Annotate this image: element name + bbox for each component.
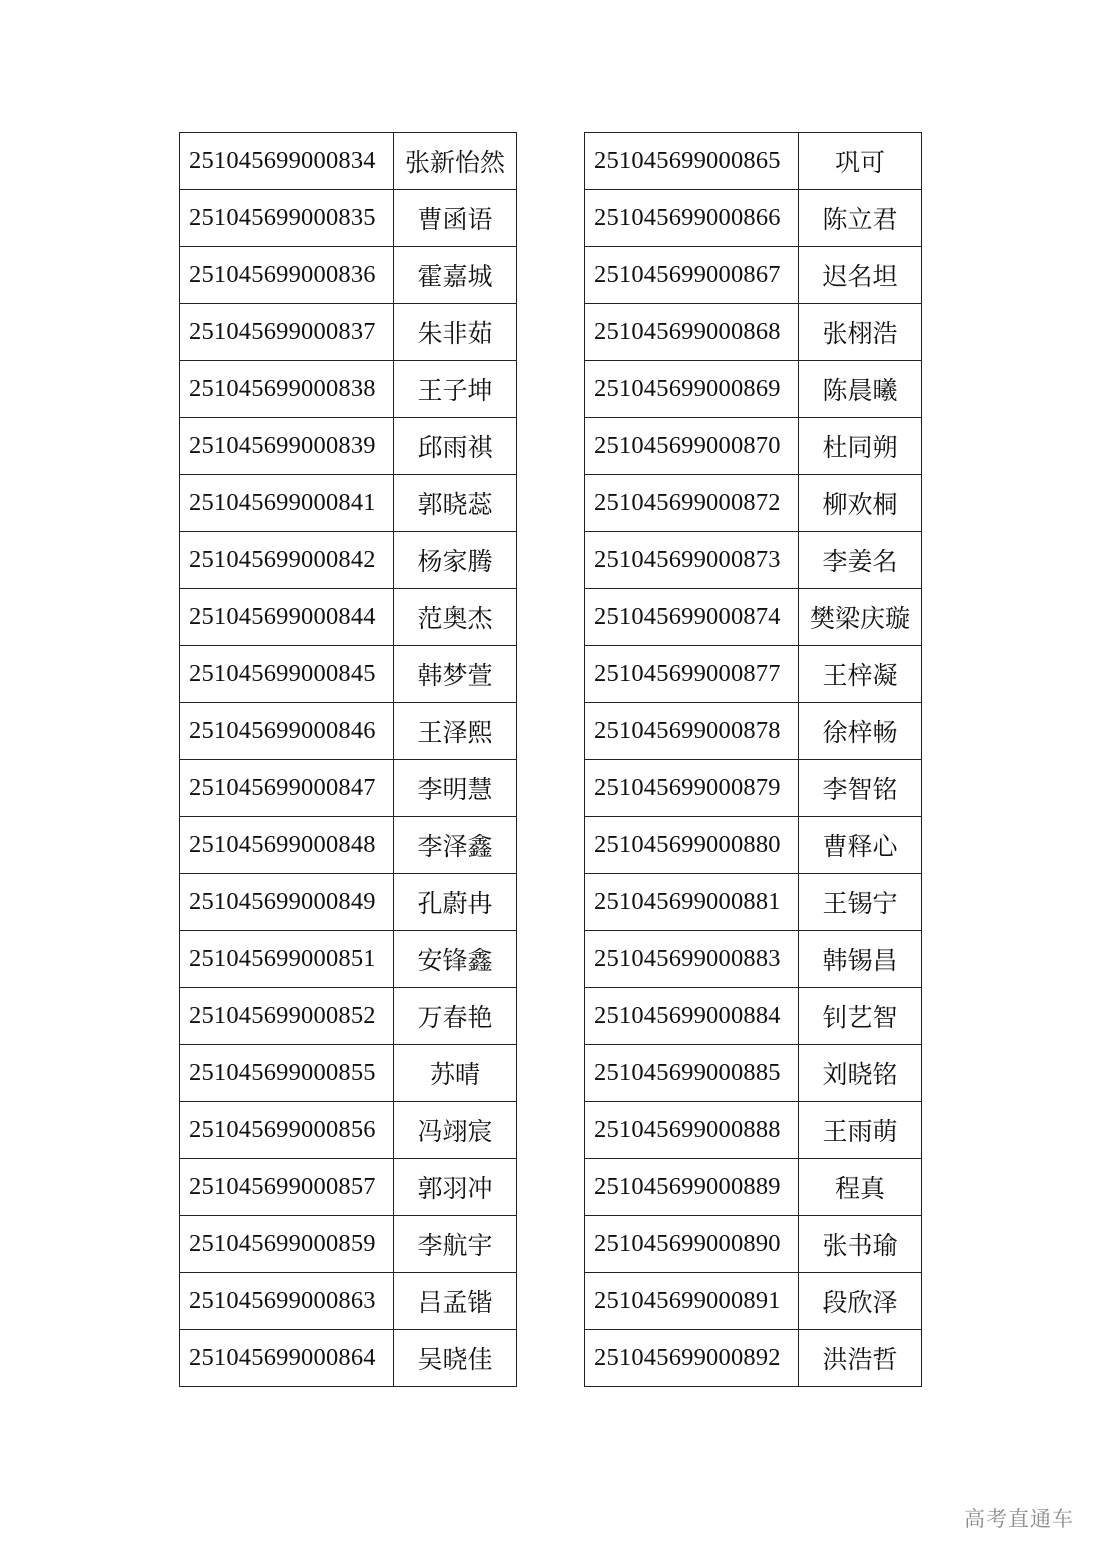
student-name-cell: 李航宇	[394, 1216, 517, 1273]
student-name-cell: 钊艺智	[799, 988, 922, 1045]
exam-number-cell: 251045699000866	[585, 190, 799, 247]
exam-number-cell: 251045699000859	[180, 1216, 394, 1273]
exam-number-cell: 251045699000874	[585, 589, 799, 646]
table-row	[180, 418, 517, 475]
student-name-cell: 陈立君	[799, 190, 922, 247]
table-row	[585, 1045, 922, 1102]
table-row	[180, 304, 517, 361]
student-name-cell: 陈晨曦	[799, 361, 922, 418]
exam-number-cell: 251045699000847	[180, 760, 394, 817]
student-name-cell: 段欣泽	[799, 1273, 922, 1330]
student-name-cell: 韩锡昌	[799, 931, 922, 988]
table-row	[180, 1102, 517, 1159]
exam-number-cell: 251045699000855	[180, 1045, 394, 1102]
table-row	[180, 1330, 517, 1387]
exam-number-cell: 251045699000891	[585, 1273, 799, 1330]
student-name-cell: 李泽鑫	[394, 817, 517, 874]
table-row	[180, 589, 517, 646]
table-row	[585, 418, 922, 475]
student-name-cell: 李姜名	[799, 532, 922, 589]
table-row	[585, 1159, 922, 1216]
student-name-cell: 程真	[799, 1159, 922, 1216]
table-row	[180, 361, 517, 418]
student-name-cell: 张栩浩	[799, 304, 922, 361]
exam-number-cell: 251045699000836	[180, 247, 394, 304]
table-row	[180, 931, 517, 988]
exam-number-cell: 251045699000835	[180, 190, 394, 247]
table-row	[585, 1273, 922, 1330]
table-row	[585, 304, 922, 361]
student-name-cell: 张书瑜	[799, 1216, 922, 1273]
exam-number-cell: 251045699000834	[180, 133, 394, 190]
student-name-cell: 安锋鑫	[394, 931, 517, 988]
student-name-cell: 韩梦萱	[394, 646, 517, 703]
student-name-cell: 徐梓畅	[799, 703, 922, 760]
roster-table-left	[179, 132, 517, 1387]
exam-number-cell: 251045699000852	[180, 988, 394, 1045]
table-row	[585, 1330, 922, 1387]
table-row	[180, 703, 517, 760]
exam-number-cell: 251045699000846	[180, 703, 394, 760]
exam-number-cell: 251045699000841	[180, 475, 394, 532]
student-name-cell: 吕孟锴	[394, 1273, 517, 1330]
table-row	[180, 760, 517, 817]
exam-number-cell: 251045699000857	[180, 1159, 394, 1216]
exam-number-cell: 251045699000884	[585, 988, 799, 1045]
table-row	[585, 133, 922, 190]
exam-number-cell: 251045699000881	[585, 874, 799, 931]
watermark-text: 高考直通车	[964, 1507, 1074, 1531]
table-row	[180, 133, 517, 190]
table-row	[180, 646, 517, 703]
student-name-cell: 张新怡然	[394, 133, 517, 190]
student-name-cell: 霍嘉城	[394, 247, 517, 304]
table-row	[585, 247, 922, 304]
table-row	[585, 988, 922, 1045]
table-row	[180, 988, 517, 1045]
student-name-cell: 冯翊宸	[394, 1102, 517, 1159]
student-name-cell: 王锡宁	[799, 874, 922, 931]
exam-number-cell: 251045699000877	[585, 646, 799, 703]
student-name-cell: 曹函语	[394, 190, 517, 247]
table-row	[585, 1102, 922, 1159]
exam-number-cell: 251045699000878	[585, 703, 799, 760]
roster-table-right-body	[585, 133, 922, 1387]
exam-number-cell: 251045699000892	[585, 1330, 799, 1387]
student-name-cell: 孔蔚冉	[394, 874, 517, 931]
exam-number-cell: 251045699000868	[585, 304, 799, 361]
student-name-cell: 洪浩哲	[799, 1330, 922, 1387]
table-row	[585, 589, 922, 646]
student-name-cell: 杜同朔	[799, 418, 922, 475]
exam-number-cell: 251045699000863	[180, 1273, 394, 1330]
roster-table-left-body	[180, 133, 517, 1387]
table-row	[180, 190, 517, 247]
table-row	[180, 1045, 517, 1102]
student-name-cell: 吴晓佳	[394, 1330, 517, 1387]
exam-number-cell: 251045699000890	[585, 1216, 799, 1273]
exam-number-cell: 251045699000839	[180, 418, 394, 475]
student-name-cell: 苏晴	[394, 1045, 517, 1102]
table-row	[585, 760, 922, 817]
exam-number-cell: 251045699000845	[180, 646, 394, 703]
exam-number-cell: 251045699000885	[585, 1045, 799, 1102]
table-row	[180, 1273, 517, 1330]
table-row	[180, 1159, 517, 1216]
table-row	[180, 247, 517, 304]
table-row	[585, 1216, 922, 1273]
exam-number-cell: 251045699000837	[180, 304, 394, 361]
student-name-cell: 樊梁庆璇	[799, 589, 922, 646]
table-row	[180, 817, 517, 874]
student-name-cell: 郭羽冲	[394, 1159, 517, 1216]
exam-number-cell: 251045699000867	[585, 247, 799, 304]
student-name-cell: 李智铭	[799, 760, 922, 817]
student-name-cell: 郭晓蕊	[394, 475, 517, 532]
exam-number-cell: 251045699000879	[585, 760, 799, 817]
student-name-cell: 李明慧	[394, 760, 517, 817]
table-row	[585, 190, 922, 247]
exam-number-cell: 251045699000865	[585, 133, 799, 190]
exam-number-cell: 251045699000838	[180, 361, 394, 418]
exam-number-cell: 251045699000872	[585, 475, 799, 532]
roster-table-right	[584, 132, 922, 1387]
table-row	[585, 646, 922, 703]
exam-number-cell: 251045699000869	[585, 361, 799, 418]
table-row	[585, 475, 922, 532]
table-row	[180, 874, 517, 931]
exam-number-cell: 251045699000888	[585, 1102, 799, 1159]
student-name-cell: 杨家腾	[394, 532, 517, 589]
exam-number-cell: 251045699000844	[180, 589, 394, 646]
student-name-cell: 王雨萌	[799, 1102, 922, 1159]
exam-number-cell: 251045699000851	[180, 931, 394, 988]
student-name-cell: 邱雨祺	[394, 418, 517, 475]
student-name-cell: 巩可	[799, 133, 922, 190]
student-name-cell: 范奥杰	[394, 589, 517, 646]
table-row	[180, 1216, 517, 1273]
table-row	[585, 931, 922, 988]
table-row	[585, 532, 922, 589]
exam-number-cell: 251045699000849	[180, 874, 394, 931]
table-row	[585, 874, 922, 931]
student-name-cell: 迟名坦	[799, 247, 922, 304]
student-name-cell: 王梓凝	[799, 646, 922, 703]
exam-number-cell: 251045699000848	[180, 817, 394, 874]
exam-number-cell: 251045699000870	[585, 418, 799, 475]
table-row	[585, 817, 922, 874]
student-name-cell: 柳欢桐	[799, 475, 922, 532]
table-row	[585, 703, 922, 760]
exam-number-cell: 251045699000873	[585, 532, 799, 589]
student-name-cell: 刘晓铭	[799, 1045, 922, 1102]
student-name-cell: 朱非茹	[394, 304, 517, 361]
exam-number-cell: 251045699000856	[180, 1102, 394, 1159]
student-name-cell: 万春艳	[394, 988, 517, 1045]
exam-number-cell: 251045699000842	[180, 532, 394, 589]
student-name-cell: 王泽熙	[394, 703, 517, 760]
table-row	[180, 532, 517, 589]
exam-number-cell: 251045699000880	[585, 817, 799, 874]
exam-number-cell: 251045699000889	[585, 1159, 799, 1216]
student-name-cell: 王子坤	[394, 361, 517, 418]
student-name-cell: 曹释心	[799, 817, 922, 874]
exam-number-cell: 251045699000883	[585, 931, 799, 988]
table-row	[585, 361, 922, 418]
exam-number-cell: 251045699000864	[180, 1330, 394, 1387]
table-row	[180, 475, 517, 532]
